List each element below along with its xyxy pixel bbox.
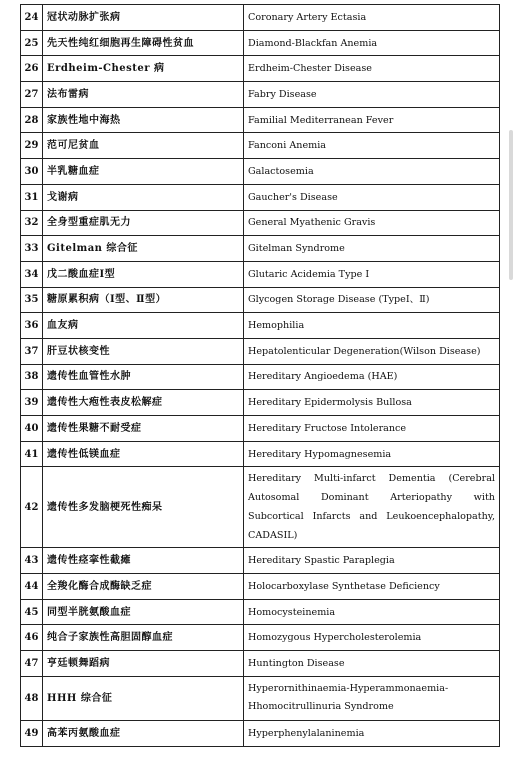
table-row [21,625,500,651]
english-name: Coronary Artery Ectasia [244,5,500,31]
chinese-name: 遗传性果糖不耐受症 [43,416,244,442]
chinese-name: 肝豆状核变性 [43,338,244,364]
english-name: Hyperornithinaemia-Hyperammonaemia-Hhomocitrullinuria Syndrome [244,676,500,720]
english-name: Familial Mediterranean Fever [244,107,500,133]
english-name: Hepatolenticular Degeneration(Wilson Disease) [244,338,500,364]
row-number: 46 [21,625,43,651]
chinese-name: 同型半胱氨酸血症 [43,599,244,625]
table-row [21,184,500,210]
english-name: Hereditary Hypomagnesemia [244,441,500,467]
table-row [21,261,500,287]
english-name: Huntington Disease [244,651,500,677]
chinese-name: 高苯丙氨酸血症 [43,720,244,746]
chinese-name: 戈谢病 [43,184,244,210]
row-number: 31 [21,184,43,210]
chinese-name: 全身型重症肌无力 [43,210,244,236]
row-number: 41 [21,441,43,467]
row-number: 44 [21,574,43,600]
english-name: Fabry Disease [244,82,500,108]
english-name: Hereditary Spastic Paraplegia [244,548,500,574]
table-row [21,574,500,600]
row-number: 25 [21,30,43,56]
english-name: Holocarboxylase Synthetase Deficiency [244,574,500,600]
row-number: 29 [21,133,43,159]
chinese-name: Erdheim-Chester 病 [43,56,244,82]
row-number: 27 [21,82,43,108]
table-row [21,30,500,56]
table-row [21,107,500,133]
chinese-name: 法布雷病 [43,82,244,108]
english-name: Homozygous Hypercholesterolemia [244,625,500,651]
row-number: 28 [21,107,43,133]
row-number: 45 [21,599,43,625]
chinese-name: 范可尼贫血 [43,133,244,159]
table-row [21,441,500,467]
table-row [21,467,500,548]
table-row [21,133,500,159]
english-name: Hereditary Epidermolysis Bullosa [244,390,500,416]
row-number: 43 [21,548,43,574]
row-number: 49 [21,720,43,746]
english-name: Hereditary Fructose Intolerance [244,416,500,442]
row-number: 34 [21,261,43,287]
english-name: Homocysteinemia [244,599,500,625]
row-number: 24 [21,5,43,31]
table-row [21,390,500,416]
row-number: 39 [21,390,43,416]
chinese-name: 戊二酸血症Ⅰ型 [43,261,244,287]
row-number: 26 [21,56,43,82]
row-number: 37 [21,338,43,364]
row-number: 32 [21,210,43,236]
row-number: 42 [21,467,43,548]
row-number: 30 [21,159,43,185]
chinese-name: 遗传性多发脑梗死性痴呆 [43,467,244,548]
chinese-name: Gitelman 综合征 [43,236,244,262]
english-name: Gaucher's Disease [244,184,500,210]
chinese-name: 全羧化酶合成酶缺乏症 [43,574,244,600]
row-number: 48 [21,676,43,720]
table-row [21,287,500,313]
english-name: Erdheim-Chester Disease [244,56,500,82]
rare-disease-table [20,4,500,747]
chinese-name: 先天性纯红细胞再生障碍性贫血 [43,30,244,56]
chinese-name: 半乳糖血症 [43,159,244,185]
table-row [21,676,500,720]
chinese-name: 冠状动脉扩张病 [43,5,244,31]
english-name: Hereditary Multi-infarct Dementia (Cerebral Autosomal Dominant Arteriopathy with Subcortical Infarcts and Leukoencephalopathy, CADASIL) [244,467,500,548]
table-row [21,651,500,677]
english-name: Hemophilia [244,313,500,339]
chinese-name: 遗传性血管性水肿 [43,364,244,390]
table-row [21,236,500,262]
table-row [21,548,500,574]
english-name: Hyperphenylalaninemia [244,720,500,746]
scrollbar-thumb[interactable] [509,130,513,280]
english-name: Hereditary Angioedema (HAE) [244,364,500,390]
english-name: Fanconi Anemia [244,133,500,159]
english-name: General Myathenic Gravis [244,210,500,236]
chinese-name: HHH 综合征 [43,676,244,720]
row-number: 35 [21,287,43,313]
english-name: Glutaric Acidemia Type Ⅰ [244,261,500,287]
row-number: 36 [21,313,43,339]
chinese-name: 遗传性低镁血症 [43,441,244,467]
chinese-name: 血友病 [43,313,244,339]
chinese-name: 亨廷顿舞蹈病 [43,651,244,677]
table-row [21,5,500,31]
english-name: Diamond-Blackfan Anemia [244,30,500,56]
english-name: Gitelman Syndrome [244,236,500,262]
table-row [21,338,500,364]
table-row [21,56,500,82]
table-row [21,210,500,236]
table-row [21,720,500,746]
table-row [21,82,500,108]
table-row [21,416,500,442]
chinese-name: 遗传性痉挛性截瘫 [43,548,244,574]
english-name: Galactosemia [244,159,500,185]
chinese-name: 家族性地中海热 [43,107,244,133]
table-row [21,364,500,390]
row-number: 38 [21,364,43,390]
table-row [21,159,500,185]
english-name: Glycogen Storage Disease (TypeⅠ、Ⅱ) [244,287,500,313]
table-row [21,313,500,339]
row-number: 40 [21,416,43,442]
chinese-name: 纯合子家族性高胆固醇血症 [43,625,244,651]
row-number: 33 [21,236,43,262]
chinese-name: 糖原累积病（Ⅰ型、Ⅱ型） [43,287,244,313]
chinese-name: 遗传性大疱性表皮松解症 [43,390,244,416]
table-row [21,599,500,625]
row-number: 47 [21,651,43,677]
